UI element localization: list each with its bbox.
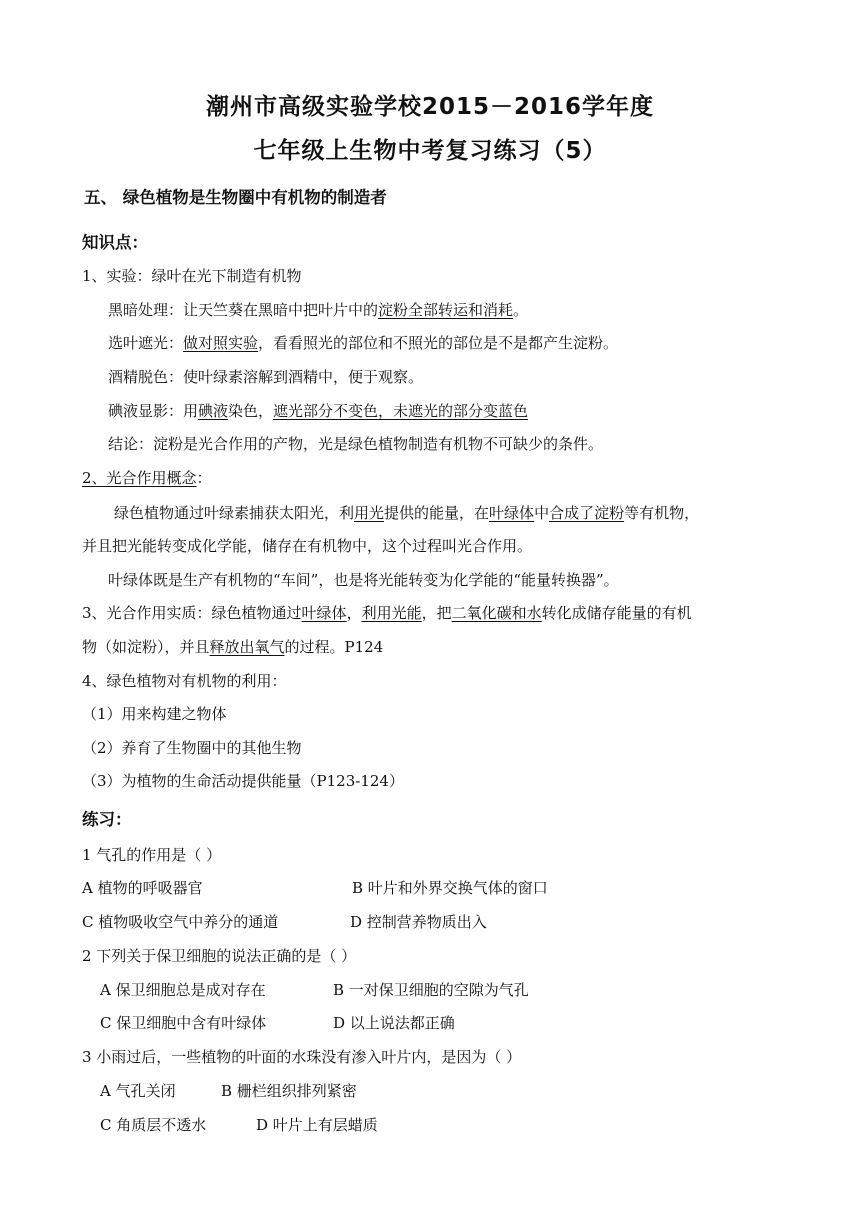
- k3-b: ，: [346, 604, 362, 622]
- k1-shade-rest: ，看看照光的部位和不照光的部位是不是都产生淀粉。: [258, 334, 619, 352]
- k1-iodine-label: 碘液显影：用: [108, 402, 199, 420]
- k3-underline-1: 叶绿体: [301, 604, 347, 622]
- knowledge-heading: 知识点：: [82, 233, 148, 252]
- k4-item-1: （1）用来构建之物体: [82, 705, 227, 723]
- q3-stem: 3 小雨过后，一些植物的叶面的水珠没有渗入叶片内，是因为（ ）: [82, 1048, 522, 1066]
- k3-line1: [82, 603, 692, 623]
- k2-p1-underline-2: 叶绿体: [489, 504, 535, 522]
- k1-conclusion: 结论：淀粉是光合作用的产物，光是绿色植物制造有机物不可缺少的条件。: [108, 435, 604, 453]
- q1-stem: 1 气孔的作用是（ ）: [82, 846, 222, 864]
- k2-p1-b: 提供的能量，在: [384, 504, 490, 522]
- k4-item-2: （2）养育了生物圈中的其他生物: [82, 739, 302, 757]
- k2-p1-c: 中: [534, 504, 550, 522]
- k1-dark-end: 。: [513, 301, 529, 319]
- k3-line2: [82, 637, 383, 657]
- q2-option-b: B 一对保卫细胞的空隙为气孔: [333, 981, 529, 999]
- q1-option-a: A 植物的呼吸器官: [82, 879, 203, 897]
- q3-option-b: B 栅栏组织排列紧密: [221, 1082, 357, 1100]
- k2-p1-underline-3: 合成了淀粉: [549, 504, 625, 522]
- k3-c: ，把: [421, 604, 452, 622]
- k2-paragraph-line1: [114, 503, 699, 523]
- k1-leaf-shading: [108, 333, 618, 353]
- k2-p1-a: 绿色植物通过叶绿素捕获太阳光，利: [114, 504, 355, 522]
- k1-iodine-underline-1: 碘液: [198, 402, 229, 420]
- practice-heading: 练习：: [82, 810, 132, 829]
- k1-shade-label: 选叶遮光：: [108, 334, 184, 352]
- k3-f: 的过程。P124: [284, 638, 384, 656]
- q2-option-c: C 保卫细胞中含有叶绿体: [100, 1014, 267, 1032]
- k3-underline-3: 二氧化碳和水: [451, 604, 542, 622]
- k3-d: 转化成储存能量的有机: [541, 604, 692, 622]
- k1-alcohol-decolor: 酒精脱色：使叶绿素溶解到酒精中，便于观察。: [108, 368, 424, 386]
- q2-option-a: A 保卫细胞总是成对存在: [100, 981, 266, 999]
- k1-shade-underline: 做对照实验: [183, 334, 259, 352]
- q1-option-c: C 植物吸收空气中养分的通道: [82, 913, 279, 931]
- k2-chloroplast-note: 叶绿体既是生产有机物的“车间”，也是将光能转变为化学能的“能量转换器”。: [108, 571, 619, 589]
- k2-p1-underline-1: 用光: [354, 504, 385, 522]
- q1-option-b: B 叶片和外界交换气体的窗口: [352, 879, 548, 897]
- q3-option-c: C 角质层不透水: [100, 1116, 207, 1134]
- k2-title: [82, 468, 212, 488]
- k3-underline-2: 利用光能: [361, 604, 422, 622]
- k4-title: 4、绿色植物对有机物的利用：: [82, 672, 287, 690]
- q2-option-d: D 以上说法都正确: [333, 1014, 455, 1032]
- k1-iodine-underline-2: 遮光部分不变色，未遮光的部分变蓝色: [273, 402, 529, 420]
- k1-dark-underline: 淀粉全部转运和消耗: [378, 301, 514, 319]
- k1-dark-treatment: [108, 300, 528, 320]
- q3-option-d: D 叶片上有层蜡质: [256, 1116, 378, 1134]
- k2-paragraph-line2: 并且把光能转变成化学能，储存在有机物中，这个过程叫光合作用。: [82, 537, 533, 555]
- k2-p1-d: 等有机物，: [624, 504, 700, 522]
- k3-a: 3、光合作用实质：绿色植物通过: [82, 604, 302, 622]
- k1-dark-label: 黑暗处理：让天竺葵在黑暗中把叶片中的: [108, 301, 379, 319]
- q1-option-d: D 控制营养物质出入: [350, 913, 487, 931]
- k1-iodine-staining: [108, 401, 528, 421]
- document-title-exercise: 七年级上生物中考复习练习（5）: [253, 138, 607, 164]
- k1-iodine-mid: 染色，: [228, 402, 274, 420]
- q2-stem: 2 下列关于保卫细胞的说法正确的是（ ）: [82, 947, 357, 965]
- k2-title-colon: ：: [196, 469, 212, 487]
- k4-item-3: （3）为植物的生命活动提供能量（P123-124）: [82, 772, 404, 790]
- section-heading: 五、 绿色植物是生物圈中有机物的制造者: [84, 188, 387, 207]
- k3-e: 物（如淀粉），并且: [82, 638, 210, 656]
- k3-underline-4: 释放出氧气: [209, 638, 285, 656]
- q3-option-a: A 气孔关闭: [100, 1082, 176, 1100]
- k2-title-underline: 2、光合作用概念: [82, 469, 197, 487]
- k1-title: 1、实验：绿叶在光下制造有机物: [82, 267, 302, 285]
- document-title-school: 潮州市高级实验学校2015－2016学年度: [205, 94, 655, 120]
